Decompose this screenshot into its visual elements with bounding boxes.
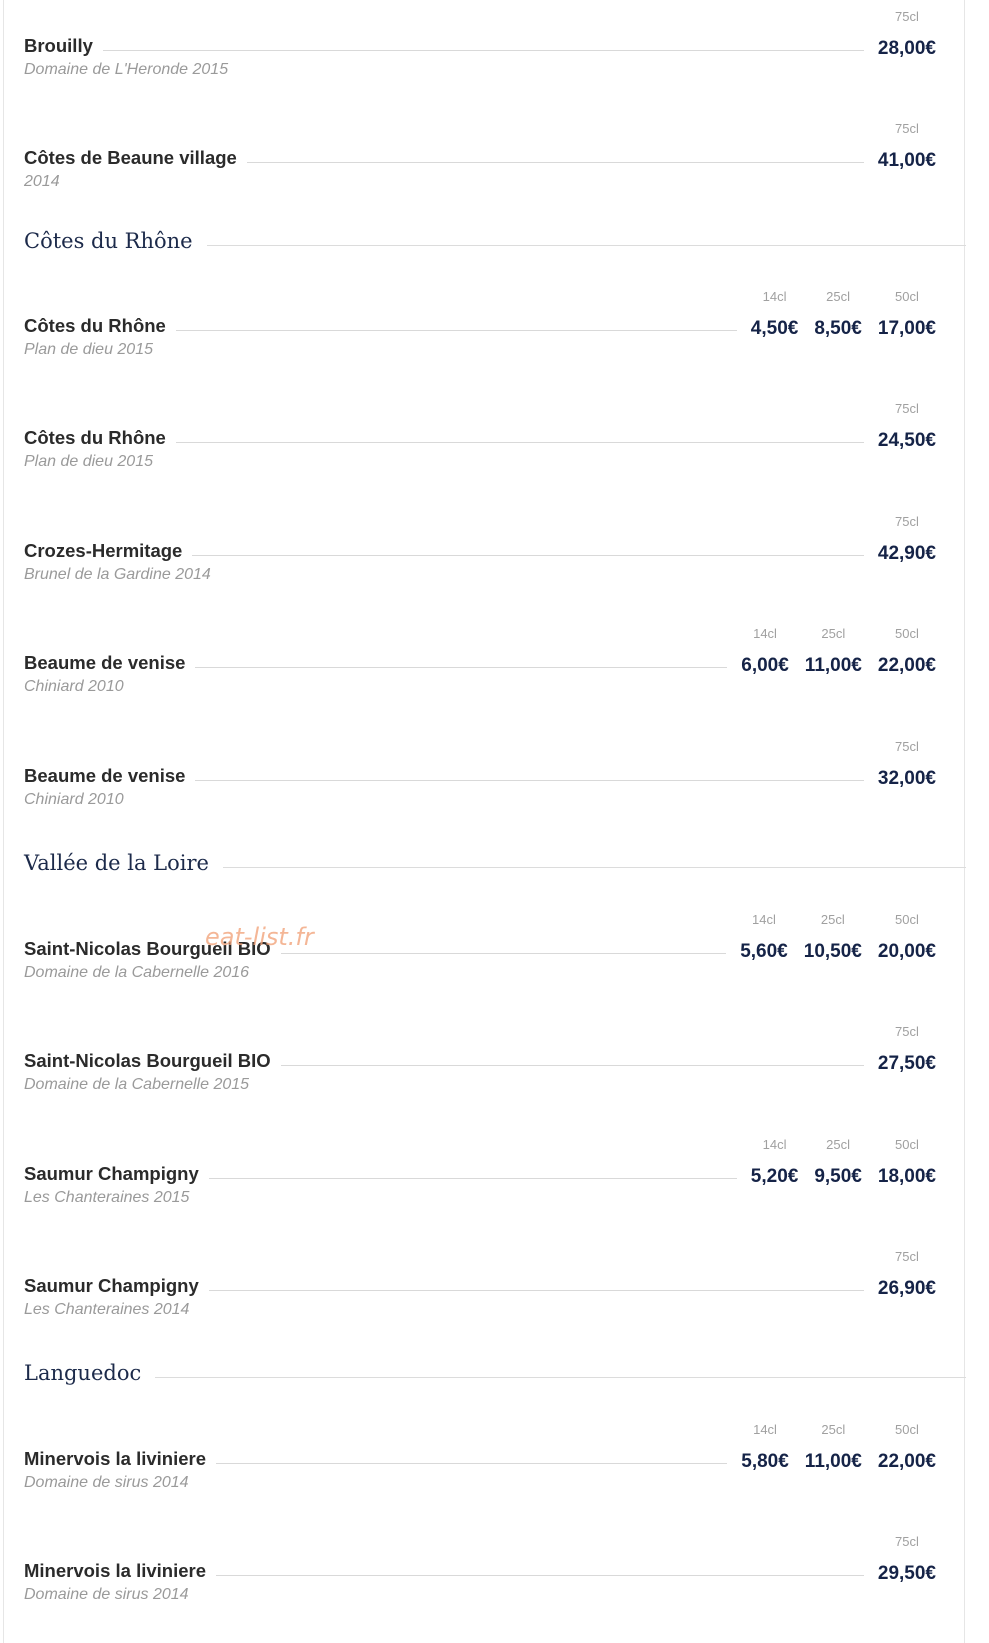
price-column xyxy=(862,1137,936,1188)
volume-label: 75cl xyxy=(895,121,919,136)
volume-label: 75cl xyxy=(895,1534,919,1549)
dotted-leader xyxy=(281,953,727,954)
volume-label: 75cl xyxy=(895,739,919,754)
price-value: 32,00€ xyxy=(877,768,936,789)
item-row xyxy=(24,112,959,172)
price-column xyxy=(878,514,936,565)
item-name: Crozes-Hermitage xyxy=(24,540,183,561)
price-value: 5,20€ xyxy=(750,1166,799,1187)
price-value: 22,00€ xyxy=(877,655,936,676)
price-value: 26,90€ xyxy=(877,1278,936,1299)
price-group xyxy=(751,1137,936,1188)
price-column xyxy=(862,1422,936,1473)
item-description: Domaine de la Cabernelle 2016 xyxy=(24,964,250,981)
item-description: Plan de dieu 2015 xyxy=(24,341,153,358)
price-value: 42,90€ xyxy=(877,543,936,564)
dotted-leader xyxy=(216,1575,864,1576)
menu-item xyxy=(24,1015,959,1115)
item-row xyxy=(24,0,959,60)
menu-item xyxy=(24,1525,959,1625)
price-column xyxy=(741,626,789,677)
volume-label: 14cl xyxy=(762,289,787,304)
volume-label: 25cl xyxy=(821,626,846,641)
dotted-leader xyxy=(209,1178,737,1179)
item-description: 2014 xyxy=(24,173,60,190)
price-group xyxy=(741,626,936,677)
volume-label: 50cl xyxy=(895,1422,919,1437)
price-value: 17,00€ xyxy=(877,318,936,339)
section-title: Languedoc xyxy=(24,1361,142,1385)
item-description: Les Chanteraines 2014 xyxy=(24,1301,190,1318)
item-name: Côtes du Rhône xyxy=(24,427,166,448)
price-value: 41,00€ xyxy=(877,150,936,171)
price-column xyxy=(751,289,799,340)
price-value: 9,50€ xyxy=(814,1166,862,1187)
menu-item xyxy=(24,280,959,380)
price-column xyxy=(740,912,788,963)
price-group xyxy=(878,1249,936,1300)
item-description: Domaine de sirus 2014 xyxy=(24,1474,189,1491)
item-name: Côtes du Rhône xyxy=(24,315,166,336)
item-name: Côtes de Beaune village xyxy=(24,147,237,168)
price-value: 27,50€ xyxy=(877,1053,936,1074)
menu-item xyxy=(24,1128,959,1228)
menu-item xyxy=(24,903,959,1003)
volume-label: 75cl xyxy=(895,1024,919,1039)
volume-label: 25cl xyxy=(820,912,845,927)
price-column xyxy=(878,121,936,172)
item-row xyxy=(24,1015,959,1075)
menu-item xyxy=(24,0,959,100)
item-description: Chiniard 2010 xyxy=(24,791,124,808)
item-row xyxy=(24,505,959,565)
item-description: Domaine de sirus 2014 xyxy=(24,1586,189,1603)
volume-label: 75cl xyxy=(895,514,919,529)
item-row xyxy=(24,1128,959,1188)
volume-label: 50cl xyxy=(895,626,919,641)
price-group xyxy=(878,401,936,452)
item-name: Beaume de venise xyxy=(24,652,186,673)
price-column xyxy=(878,739,936,790)
price-group xyxy=(878,121,936,172)
price-column xyxy=(878,1024,936,1075)
item-name: Brouilly xyxy=(24,35,93,56)
price-value: 4,50€ xyxy=(750,318,799,339)
item-name: Saint-Nicolas Bourgueil BIO xyxy=(24,1050,271,1071)
item-description: Chiniard 2010 xyxy=(24,678,124,695)
price-value: 8,50€ xyxy=(814,318,862,339)
price-value: 5,80€ xyxy=(741,1451,789,1472)
dotted-leader xyxy=(195,780,863,781)
item-name: Saumur Champigny xyxy=(24,1163,199,1184)
price-value: 28,00€ xyxy=(877,38,936,59)
price-value: 6,00€ xyxy=(741,655,789,676)
price-value: 11,00€ xyxy=(804,655,862,676)
menu-item xyxy=(24,1413,959,1513)
price-value: 20,00€ xyxy=(877,941,936,962)
item-description: Brunel de la Gardine 2014 xyxy=(24,566,211,583)
price-value: 22,00€ xyxy=(877,1451,936,1472)
price-group xyxy=(878,1534,936,1585)
dotted-leader xyxy=(103,50,864,51)
price-group xyxy=(878,514,936,565)
menu-item xyxy=(24,112,959,212)
price-value: 29,50€ xyxy=(877,1563,936,1584)
price-value: 24,50€ xyxy=(877,430,936,451)
price-value: 10,50€ xyxy=(803,941,862,962)
item-row xyxy=(24,617,959,677)
volume-label: 14cl xyxy=(762,1137,787,1152)
volume-label: 75cl xyxy=(895,9,919,24)
price-column xyxy=(798,1137,862,1188)
volume-label: 25cl xyxy=(821,1422,846,1437)
price-group xyxy=(878,739,936,790)
price-column xyxy=(878,9,936,60)
volume-label: 14cl xyxy=(753,626,777,641)
menu-item xyxy=(24,1240,959,1340)
price-group xyxy=(878,9,936,60)
dotted-leader xyxy=(247,162,864,163)
price-column xyxy=(789,1422,862,1473)
watermark: eat-list.fr xyxy=(205,923,314,951)
price-group xyxy=(741,1422,936,1473)
section-divider xyxy=(207,245,966,246)
volume-label: 25cl xyxy=(826,289,851,304)
item-row xyxy=(24,730,959,790)
section-header-cotes-du-rhone xyxy=(24,226,966,256)
item-name: Beaume de venise xyxy=(24,765,186,786)
price-column xyxy=(788,912,862,963)
price-group xyxy=(740,912,936,963)
section-header-languedoc xyxy=(24,1358,966,1388)
volume-label: 14cl xyxy=(752,912,776,927)
item-description: Domaine de L'Heronde 2015 xyxy=(24,61,229,78)
price-column xyxy=(878,401,936,452)
section-title: Vallée de la Loire xyxy=(24,851,209,875)
section-header-vallee-de-la-loire xyxy=(24,848,966,878)
item-description: Domaine de la Cabernelle 2015 xyxy=(24,1076,250,1093)
volume-label: 50cl xyxy=(895,912,919,927)
item-description: Plan de dieu 2015 xyxy=(24,453,153,470)
item-name: Saumur Champigny xyxy=(24,1275,199,1296)
dotted-leader xyxy=(176,330,737,331)
dotted-leader xyxy=(281,1065,864,1066)
price-column xyxy=(789,626,862,677)
item-row xyxy=(24,1413,959,1473)
menu-item xyxy=(24,617,959,717)
item-row xyxy=(24,280,959,340)
price-value: 5,60€ xyxy=(740,941,788,962)
volume-label: 50cl xyxy=(895,1137,919,1152)
price-group xyxy=(751,289,936,340)
item-name: Minervois la liviniere xyxy=(24,1448,206,1469)
price-column xyxy=(862,626,936,677)
menu-item xyxy=(24,505,959,605)
price-group xyxy=(878,1024,936,1075)
item-row xyxy=(24,1240,959,1300)
price-column xyxy=(751,1137,799,1188)
dotted-leader xyxy=(176,442,864,443)
item-name: Minervois la liviniere xyxy=(24,1560,206,1581)
volume-label: 14cl xyxy=(753,1422,777,1437)
price-value: 11,00€ xyxy=(804,1451,862,1472)
menu-item xyxy=(24,730,959,830)
volume-label: 50cl xyxy=(895,289,919,304)
item-row xyxy=(24,1525,959,1585)
volume-label: 75cl xyxy=(895,1249,919,1264)
price-column xyxy=(798,289,862,340)
item-name: Saint-Nicolas Bourgueil BIO xyxy=(24,938,271,959)
price-column xyxy=(862,912,936,963)
item-description: Les Chanteraines 2015 xyxy=(24,1189,190,1206)
price-column xyxy=(878,1249,936,1300)
item-row xyxy=(24,903,959,963)
price-column xyxy=(862,289,936,340)
dotted-leader xyxy=(209,1290,864,1291)
section-divider xyxy=(155,1377,966,1378)
volume-label: 75cl xyxy=(895,401,919,416)
dotted-leader xyxy=(192,555,864,556)
volume-label: 25cl xyxy=(826,1137,851,1152)
price-column xyxy=(878,1534,936,1585)
item-row xyxy=(24,392,959,452)
section-title: Côtes du Rhône xyxy=(24,229,193,253)
section-divider xyxy=(223,867,966,868)
dotted-leader xyxy=(195,667,727,668)
price-column xyxy=(741,1422,789,1473)
price-value: 18,00€ xyxy=(877,1166,936,1187)
menu-item xyxy=(24,392,959,492)
dotted-leader xyxy=(216,1463,727,1464)
